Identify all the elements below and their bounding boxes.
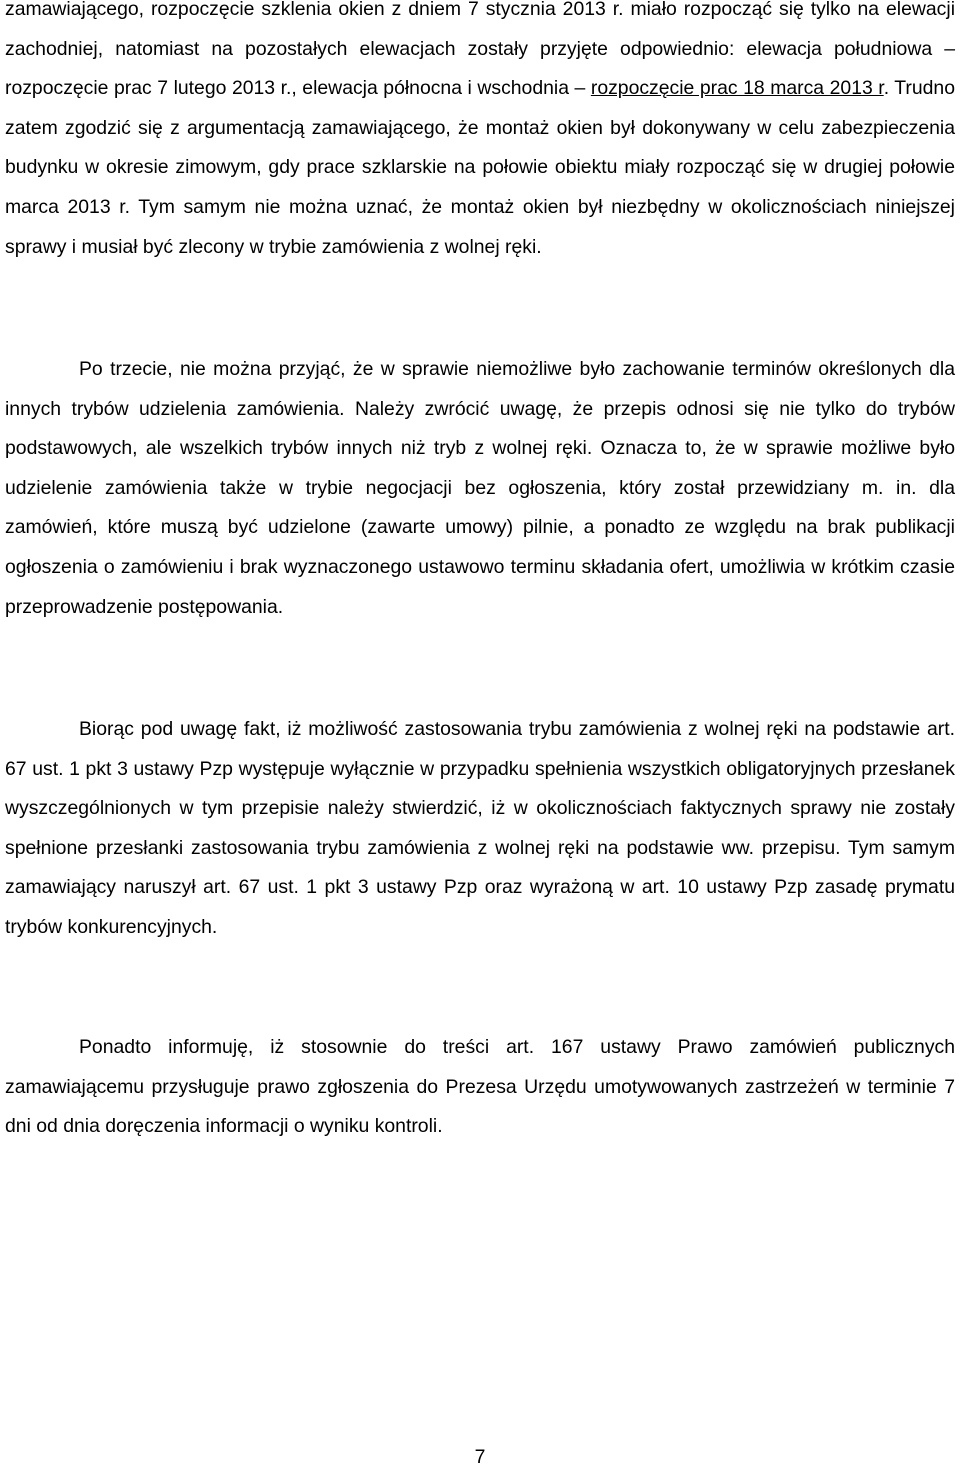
paragraph-continuation [5, 0, 955, 267]
paragraph-conclusion: Biorąc pod uwagę fakt, iż możliwość zastosowania trybu zamówienia z wolnej ręki na podstawie art. 67 ust. 1 pkt 3 ustawy Pzp występuje wyłącznie w przypadku spełnienia wszystkich obligatoryjnych przesłanek wyszczególnionych w tym przepisie należy stwierdzić, iż w okolicznościach faktycznych sprawy nie zostały spełnione przesłanki zastosowania trybu zamówienia z wolnej ręki na podstawie ww. przepisu. Tym samym zamawiający naruszył art. 67 ust. 1 pkt 3 ustawy Pzp oraz wyrażoną w art. 10 ustawy Pzp zasadę prymatu trybów konkurencyjnych. [5, 718, 955, 938]
paragraph-1-underlined-text: rozpoczęcie prac 18 marca 2013 r [590, 77, 884, 100]
paragraph-1-text-b: . Trudno zatem zgodzić się z argumentacją zamawiającego, że montaż okien był dokonywany w celu zabezpieczenia budynku w okresie zimowym, gdy prace szklarskie na połowie obiektu miały rozpocząć się w drugiej połowie marca 2013 r. Tym samym nie można uznać, że montaż okien był niezbędny w okolicznościach niniejszej sprawy i musiał być zlecony w trybie zamówienia z wolnej ręki. [5, 77, 955, 258]
paragraph-objection-rights: Ponadto informuję, iż stosownie do treści art. 167 ustawy Prawo zamówień publicznych zamawiającemu przysługuje prawo zgłoszenia do Prezesa Urzędu umotywowanych zastrzeżeń w terminie 7 dni od dnia doręczenia informacji o wyniku kontroli. [5, 1036, 955, 1138]
page-number: 7 [474, 1446, 486, 1468]
paragraph-1-text-a: zamawiającego, rozpoczęcie szklenia okien z dniem 7 stycznia 2013 r. miało rozpocząć się tylko na elewacji zachodniej, natomiast na pozostałych elewacjach zostały przyjęte odpowiednio: elewacja południowa – rozpoczęcie prac 7 lutego 2013 r., elewacja północna i wschodnia – [5, 0, 955, 100]
document-page [5, 0, 955, 1476]
paragraph-terms: Po trzecie, nie można przyjąć, że w sprawie niemożliwe było zachowanie terminów określonych dla innych trybów udzielenia zamówienia. Należy zwrócić uwagę, że przepis odnosi się nie tylko do trybów podstawowych, ale wszelkich trybów innych niż tryb z wolnej ręki. Oznacza to, że w sprawie możliwe było udzielenie zamówienia także w trybie negocjacji bez ogłoszenia, który został przewidziany m. in. dla zamówień, które muszą być udzielone (zawarte umowy) pilnie, a ponadto ze względu na brak publikacji ogłoszenia o zamówieniu i brak wyznaczonego ustawowo terminu składania ofert, umożliwia w krótkim czasie przeprowadzenie postępowania. [5, 358, 955, 618]
